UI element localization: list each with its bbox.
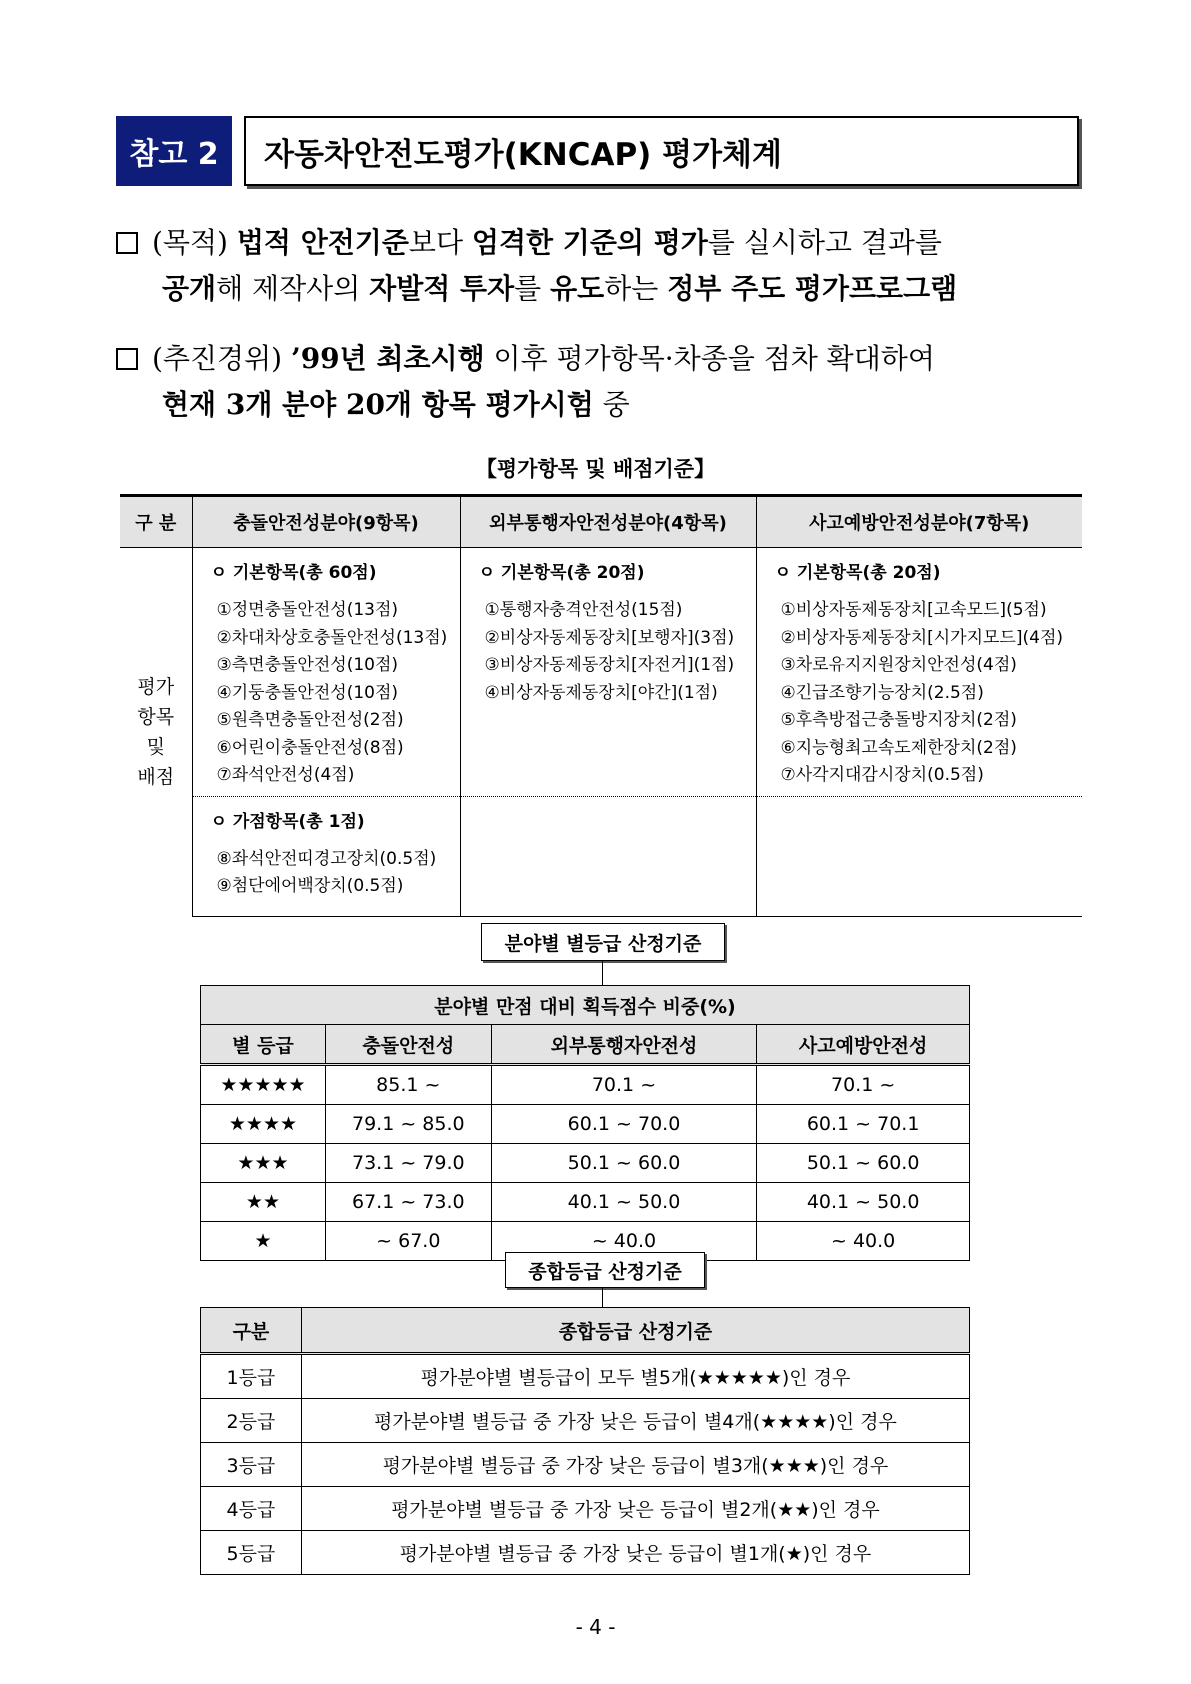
list-item: ②비상자동제동장치[보행자](3점) — [484, 627, 735, 648]
evaluation-items-table — [120, 494, 1082, 917]
cell: 67.1 ~ 73.0 — [325, 1183, 491, 1222]
row-head-line: 배점 — [137, 766, 175, 788]
basic-label-crash: ㅇ 기본항목(총 60점) — [192, 548, 460, 584]
list-item: ①통행자충격안전성(15점) — [484, 600, 683, 620]
star-cell: ★★ — [201, 1183, 326, 1222]
grade-cell: 1등급 — [201, 1354, 302, 1399]
bullets.0-text-run: 엄격한 기준의 평가 — [471, 226, 708, 259]
header-crash-safety: 충돌안전성분야(9항목) — [192, 496, 460, 548]
grade-cell: 3등급 — [201, 1443, 302, 1487]
star-cell: ★★★ — [201, 1144, 326, 1183]
star-header-pedestrian: 외부통행자안전성 — [491, 1025, 757, 1065]
table-row — [201, 1065, 970, 1105]
list-item: ③측면충돌안전성(10점) — [216, 655, 399, 675]
cell: 50.1 ~ 60.0 — [757, 1144, 970, 1183]
bonus-items — [192, 832, 460, 917]
criteria-cell: 평가분야별 별등급 중 가장 낮은 등급이 별4개(★★★★)인 경우 — [301, 1399, 969, 1443]
cell: 70.1 ~ — [491, 1065, 757, 1105]
bullet-history — [116, 336, 1091, 428]
star-cell: ★ — [201, 1222, 326, 1261]
cell: ~ 40.0 — [757, 1222, 970, 1261]
empty-cell — [460, 832, 756, 917]
connector-line — [602, 1288, 603, 1307]
bullets.0-text-run: 정부 주도 평가프로그램 — [667, 272, 958, 305]
table-row — [201, 1487, 970, 1531]
cell: 85.1 ~ — [325, 1065, 491, 1105]
bullets.0-text-run: 공개 — [162, 272, 217, 305]
bullets.0-text-run: (목적) — [152, 226, 237, 259]
bullets.0-text-run: 법적 안전기준 — [236, 226, 409, 259]
cell: 79.1 ~ 85.0 — [325, 1105, 491, 1144]
bullet-purpose — [116, 220, 1091, 312]
basic-items-prevention — [756, 583, 1082, 796]
criteria-cell: 평가분야별 별등급 중 가장 낮은 등급이 별1개(★)인 경우 — [301, 1531, 969, 1575]
star-cell: ★★★★★ — [201, 1065, 326, 1105]
cell: ~ 40.0 — [491, 1222, 757, 1261]
bullets.1-text-run: 이후 평가항목·차종을 점차 확대하여 — [484, 342, 935, 375]
overall-header-category: 구분 — [201, 1308, 302, 1354]
cell: 73.1 ~ 79.0 — [325, 1144, 491, 1183]
empty-cell — [756, 796, 1082, 832]
cell: ~ 67.0 — [325, 1222, 491, 1261]
list-item: ⑦좌석안전성(4점) — [216, 765, 355, 785]
bullet-history-line1 — [116, 336, 1091, 382]
grade-cell: 2등급 — [201, 1399, 302, 1443]
list-item: ⑥어린이충돌안전성(8점) — [216, 737, 404, 758]
overall-grade-table — [200, 1307, 970, 1575]
bullet-purpose-line2 — [116, 266, 1091, 312]
row-head-line: 및 — [146, 736, 165, 758]
list-item: ①정면충돌안전성(13점) — [216, 600, 399, 620]
list-item: ⑦사각지대감시장치(0.5점) — [780, 765, 984, 785]
row-head-line: 항목 — [137, 706, 175, 728]
list-item: ①비상자동제동장치[고속모드](5점) — [780, 600, 1047, 620]
cell: 60.1 ~ 70.0 — [491, 1105, 757, 1144]
checkbox-square-icon — [116, 348, 138, 370]
bullets.0-text-run: 해 제작사의 — [216, 272, 370, 305]
table-caption: 【평가항목 및 배점기준】 — [475, 457, 716, 481]
bullets.0-text-run: 유도 — [550, 272, 605, 305]
bullets.0-text-run: 하는 — [604, 272, 668, 305]
bullet-history-line2 — [116, 382, 1091, 428]
table-row — [201, 1144, 970, 1183]
cell: 50.1 ~ 60.0 — [491, 1144, 757, 1183]
header-accident-prevention: 사고예방안전성분야(7항목) — [756, 496, 1082, 548]
empty-cell — [756, 832, 1082, 917]
overall-grade-label: 종합등급 산정기준 — [505, 1252, 705, 1288]
bullets.1-text-run: 중 — [593, 388, 630, 421]
row-head-line: 평가 — [137, 676, 175, 698]
grade-cell: 5등급 — [201, 1531, 302, 1575]
row-head-eval — [120, 548, 192, 917]
list-item: ⑨첨단에어백장치(0.5점) — [216, 876, 404, 896]
star-header-prevention: 사고예방안전성 — [757, 1025, 970, 1065]
star-cell: ★★★★ — [201, 1105, 326, 1144]
table-row — [201, 1531, 970, 1575]
list-item: ⑤후측방접근충돌방지장치(2점) — [780, 710, 1017, 730]
basic-label-prevention: ㅇ 기본항목(총 20점) — [756, 548, 1082, 584]
checkbox-square-icon — [116, 232, 138, 254]
list-item: ④비상자동제동장치[야간](1점) — [484, 682, 718, 703]
bullets.1-text-run: (추진경위) — [152, 342, 291, 375]
cell: 40.1 ~ 50.0 — [757, 1183, 970, 1222]
reference-tag: 참고 2 — [116, 116, 232, 186]
overall-header-criteria: 종합등급 산정기준 — [301, 1308, 969, 1354]
cell: 40.1 ~ 50.0 — [491, 1183, 757, 1222]
list-item: ③차로유지지원장치안전성(4점) — [780, 655, 1017, 675]
list-item: ⑤원측면충돌안전성(2점) — [216, 710, 404, 730]
connector-line — [602, 961, 603, 985]
header-category: 구 분 — [120, 496, 192, 548]
star-header-grade: 별 등급 — [201, 1025, 326, 1065]
table-row — [201, 1399, 970, 1443]
bullets.0-text-run: 보다 — [408, 226, 472, 259]
table-row — [201, 1183, 970, 1222]
grade-cell: 4등급 — [201, 1487, 302, 1531]
bullet-purpose-line1 — [116, 220, 1091, 266]
cell: 60.1 ~ 70.1 — [757, 1105, 970, 1144]
list-item: ④기둥충돌안전성(10점) — [216, 682, 399, 703]
basic-items-pedestrian — [460, 583, 756, 796]
basic-label-pedestrian: ㅇ 기본항목(총 20점) — [460, 548, 756, 584]
empty-cell — [460, 796, 756, 832]
bullets.0-text-run: 자발적 투자 — [369, 272, 515, 305]
criteria-cell: 평가분야별 별등급 중 가장 낮은 등급이 별2개(★★)인 경우 — [301, 1487, 969, 1531]
header-pedestrian-safety: 외부통행자안전성분야(4항목) — [460, 496, 756, 548]
page-title-text: 자동차안전도평가(KNCAP) 평가체계 — [264, 136, 782, 173]
list-item: ③비상자동제동장치[자전거](1점) — [484, 655, 735, 675]
page-title — [244, 116, 1079, 186]
criteria-cell: 평가분야별 별등급이 모두 별5개(★★★★★)인 경우 — [301, 1354, 969, 1399]
table-row — [201, 1105, 970, 1144]
table-row — [201, 1354, 970, 1399]
star-grade-table — [200, 985, 970, 1261]
bullets.0-text-run: 를 — [514, 272, 551, 305]
star-top-header: 분야별 만점 대비 획득점수 비중(%) — [201, 986, 970, 1025]
table-row — [201, 1443, 970, 1487]
list-item: ⑥지능형최고속도제한장치(2점) — [780, 737, 1017, 758]
bullets.1-text-run: ’99년 최초시행 — [290, 342, 485, 375]
star-header-crash: 충돌안전성 — [325, 1025, 491, 1065]
list-item: ④긴급조향기능장치(2.5점) — [780, 682, 984, 703]
criteria-cell: 평가분야별 별등급 중 가장 낮은 등급이 별3개(★★★)인 경우 — [301, 1443, 969, 1487]
list-item: ②차대차상호충돌안전성(13점) — [216, 627, 448, 648]
cell: 70.1 ~ — [757, 1065, 970, 1105]
star-grade-label: 분야별 별등급 산정기준 — [481, 923, 725, 961]
list-item: ⑧좌석안전띠경고장치(0.5점) — [216, 848, 437, 869]
page-number: - 4 - — [575, 1615, 616, 1639]
basic-items-crash — [192, 583, 460, 796]
bullets.1-text-run: 현재 3개 분야 20개 항목 평가시험 — [162, 388, 594, 421]
bonus-label: ㅇ 가점항목(총 1점) — [192, 796, 460, 832]
table-header-row — [120, 496, 1082, 548]
bullets.0-text-run: 를 실시하고 결과를 — [707, 226, 942, 259]
list-item: ②비상자동제동장치[시가지모드](4점) — [780, 627, 1063, 648]
